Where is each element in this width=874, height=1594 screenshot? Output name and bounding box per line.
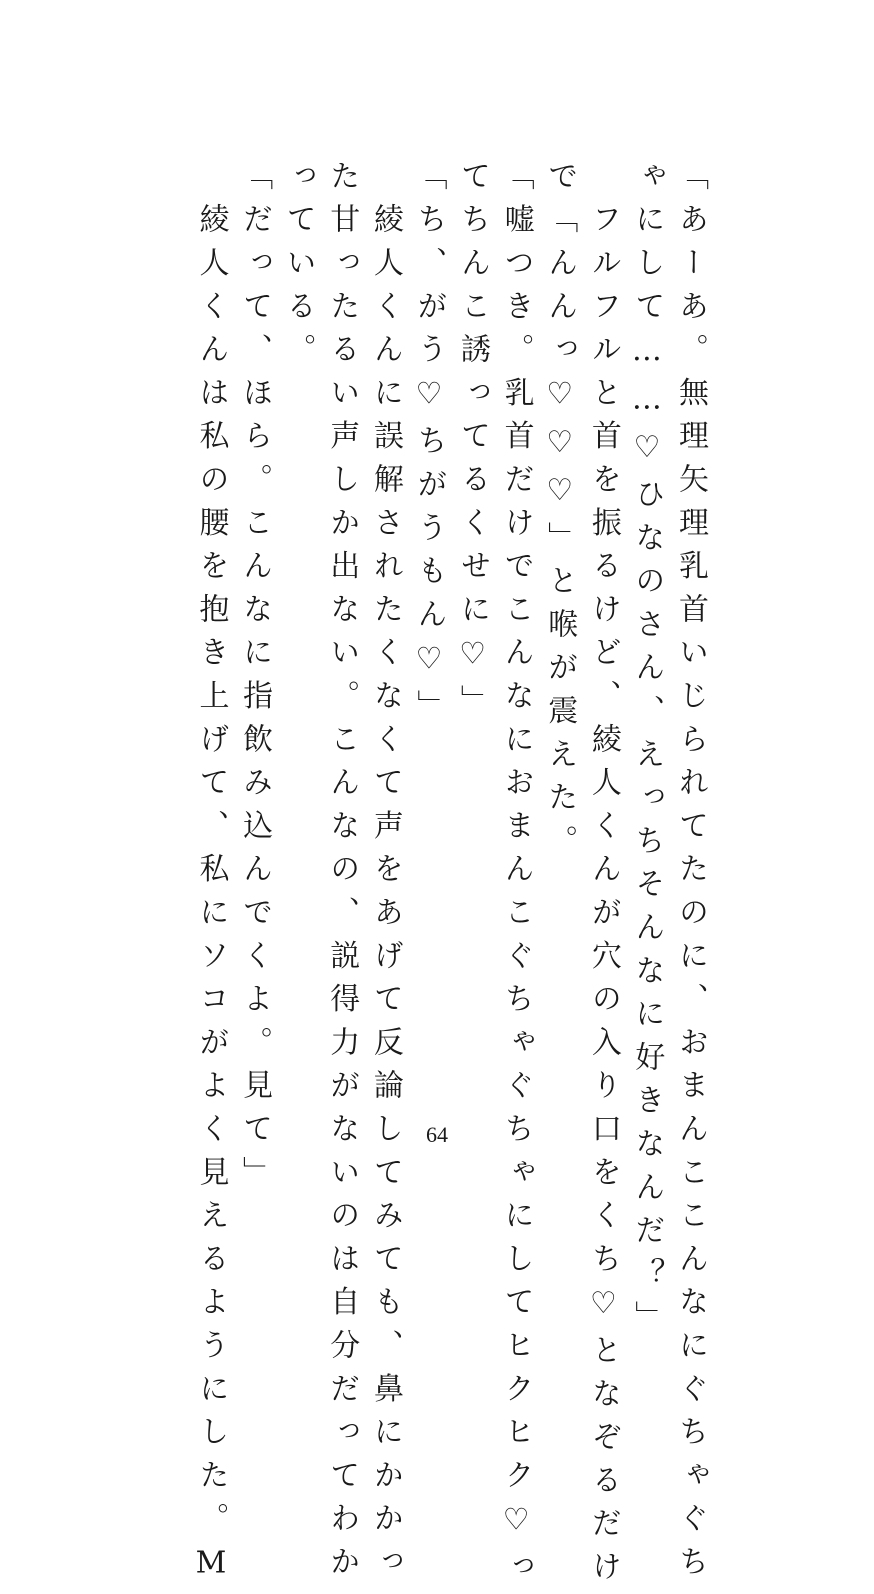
text-line: ゃにして……♡ひなのさん、えっちそんなに好きなんだ？」 (629, 160, 665, 1345)
text-line: た甘ったるい声しか出ない。こんなの、説得力がないのは自分だってわか (324, 160, 360, 1589)
text-line: 「ち、がう♡ちがうもん♡」 (411, 160, 447, 733)
text-line: 「だって、ほら。こんなに指飲み込んでくよ。見て」 (237, 160, 273, 1200)
text-line: 綾人くんは私の腰を抱き上げて、私にソコがよく見えるようにした。M (193, 160, 229, 1594)
page-number: 64 (426, 1122, 448, 1147)
text-line: 「嘘つき。乳首だけでこんなにおまんこぐちゃぐちゃにしてヒクヒク♡っ (498, 160, 534, 1594)
text-line: 綾人くんに誤解されたくなくて声をあげて反論してみても、鼻にかかっ (367, 160, 403, 1589)
text-line: で「んんっ♡♡♡」と喉が震えた。 (542, 160, 578, 868)
text-line: てちんこ誘ってるくせに♡」 (455, 160, 491, 728)
text-line: っている。 (280, 160, 316, 377)
text-line: 「あーあ。無理矢理乳首いじられてたのに、おまんここんなにぐちゃぐち (673, 160, 708, 1589)
text-line: フルフルと首を振るけど、綾人くんが穴の入り口をくち♡となぞるだけ (585, 160, 621, 1594)
